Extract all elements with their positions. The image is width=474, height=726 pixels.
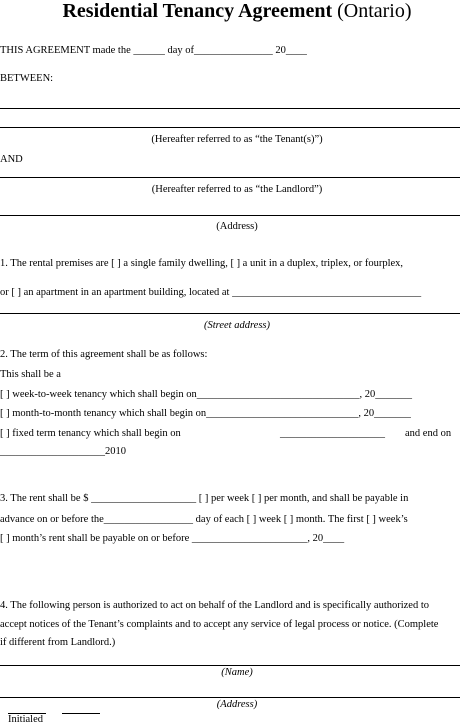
document-title (0, 0, 474, 22)
title-sub: (Ontario) (337, 0, 412, 22)
title-main: Residential Tenancy Agreement (62, 0, 333, 22)
authorized-name-caption: (Name) (221, 667, 253, 678)
clause-4-line-3: if different from Landlord.) (0, 637, 116, 648)
tenant-name-line-2 (0, 127, 460, 128)
clause-2-option-week: [ ] week-to-week tenancy which shall begin on_______________________________, 20_______ (0, 389, 413, 400)
clause-2-fixed-begin-blank: ____________________ (280, 428, 385, 439)
street-address-line (0, 313, 460, 314)
clause-2-option-month: [ ] month-to-month tenancy which shall begin on_____________________________, 20_______ (0, 408, 411, 419)
clause-2-intro: 2. The term of this agreement shall be as follows: (0, 349, 208, 360)
clause-2-option-fixed: [ ] fixed term tenancy which shall begin on (0, 428, 181, 439)
authorized-name-line (0, 665, 460, 666)
agreement-date-line: THIS AGREEMENT made the ______ day of_______________ 20____ (0, 45, 307, 56)
tenant-name-line-1 (0, 108, 460, 109)
authorized-address-line (0, 697, 460, 698)
landlord-name-line (0, 177, 460, 178)
between-label: BETWEEN: (0, 73, 54, 84)
clause-2-fixed-end-blank: ____________________2010 (0, 446, 126, 457)
and-label: AND (0, 154, 23, 165)
landlord-address-line (0, 215, 460, 216)
clause-1-line-2: or [ ] an apartment in an apartment building, located at ____________________________________ (0, 287, 422, 298)
clause-4-line-2: accept notices of the Tenant’s complaints and to accept any service of legal process or notice. (Complete (0, 619, 439, 630)
landlord-address-caption: (Address) (216, 221, 258, 232)
initial-line-2 (62, 713, 100, 714)
street-address-caption: (Street address) (204, 320, 270, 331)
clause-2-shall-be: This shall be a (0, 369, 61, 380)
clause-2-fixed-end-label: and end on (405, 428, 452, 439)
clause-1-line-1: 1. The rental premises are [ ] a single family dwelling, [ ] a unit in a duplex, triplex, or fourplex, (0, 258, 404, 269)
initialed-label: Initialed (8, 714, 43, 725)
landlord-caption: (Hereafter referred to as “the Landlord”) (151, 184, 323, 195)
clause-3-line-2: advance on or before the_________________ day of each [ ] week [ ] month. The first [ ] week’s (0, 514, 408, 525)
clause-3-line-1: 3. The rent shall be $ ____________________ [ ] per week [ ] per month, and shall be payable in (0, 493, 409, 504)
clause-3-line-3: [ ] month’s rent shall be payable on or before ______________________, 20____ (0, 533, 345, 544)
tenant-caption: (Hereafter referred to as “the Tenant(s)”) (151, 134, 323, 145)
clause-4-line-1: 4. The following person is authorized to act on behalf of the Landlord and is specifically authorized to (0, 600, 430, 611)
authorized-address-caption: (Address) (216, 699, 258, 710)
